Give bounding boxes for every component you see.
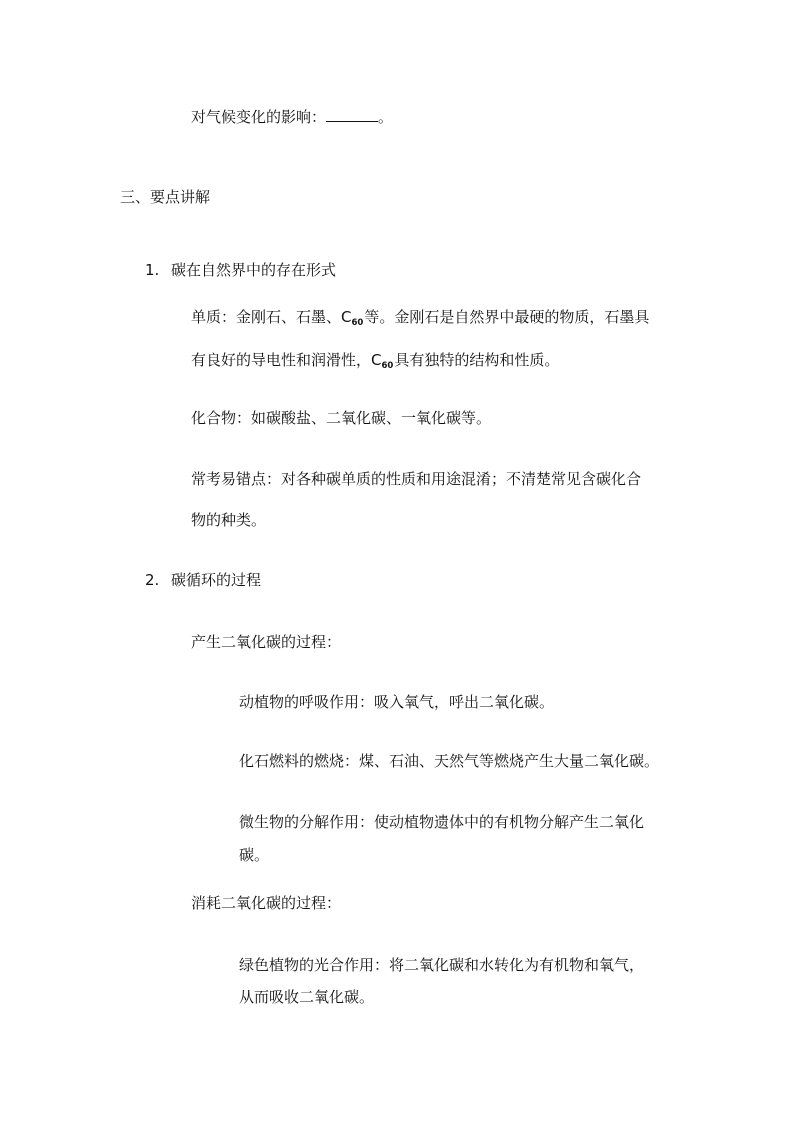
item-1-heading: [145, 260, 336, 280]
elemental-text-b: 等。金刚石是自然界中最硬的物质，石墨具: [364, 308, 650, 326]
climate-impact-line: [191, 107, 393, 127]
microbe-line-1: 微生物的分解作用：使动植物遗体中的有机物分解产生二氧化: [239, 813, 645, 831]
respiration-line: 动植物的呼吸作用：吸入氧气，呼出二氧化碳。: [239, 693, 555, 711]
c60-subscript: 60: [351, 318, 364, 328]
errors-line-1: 常考易错点：对各种碳单质的性质和用途混淆；不清楚常见含碳化合: [191, 470, 642, 488]
combustion-line: 化石燃料的燃烧：煤、石油、天然气等燃烧产生大量二氧化碳。: [239, 752, 660, 770]
item-2-number: 2.: [145, 571, 160, 589]
climate-impact-prefix: 对气候变化的影响：: [191, 108, 327, 126]
consume-heading: 消耗二氧化碳的过程：: [191, 894, 342, 912]
microbe-line-2: 碳。: [239, 846, 270, 864]
elemental-text-c: 有良好的导电性和润滑性，C: [191, 351, 382, 369]
compounds-line: 化合物：如碳酸盐、二氧化碳、一氧化碳等。: [191, 409, 492, 427]
photosynthesis-line-2: 从而吸收二氧化碳。: [239, 988, 375, 1006]
item-1-title: 碳在自然界中的存在形式: [171, 261, 337, 279]
item-2-heading: [145, 570, 261, 590]
elemental-line-1: [191, 307, 649, 330]
item-1-number: 1.: [145, 261, 160, 279]
answer-blank[interactable]: [326, 107, 378, 122]
elemental-text-d: 具有独特的结构和性质。: [394, 351, 560, 369]
photosynthesis-line-1: 绿色植物的光合作用：将二氧化碳和水转化为有机物和氧气，: [239, 956, 645, 974]
c60-subscript-2: 60: [381, 361, 394, 371]
errors-line-2: 物的种类。: [191, 511, 267, 529]
produce-heading: 产生二氧化碳的过程：: [191, 633, 342, 651]
elemental-text-a: 单质：金刚石、石墨、C: [191, 308, 352, 326]
section-title: 三、要点讲解: [120, 188, 211, 206]
climate-impact-suffix: 。: [378, 108, 394, 126]
item-2-title: 碳循环的过程: [171, 571, 262, 589]
elemental-line-2: [191, 350, 559, 373]
